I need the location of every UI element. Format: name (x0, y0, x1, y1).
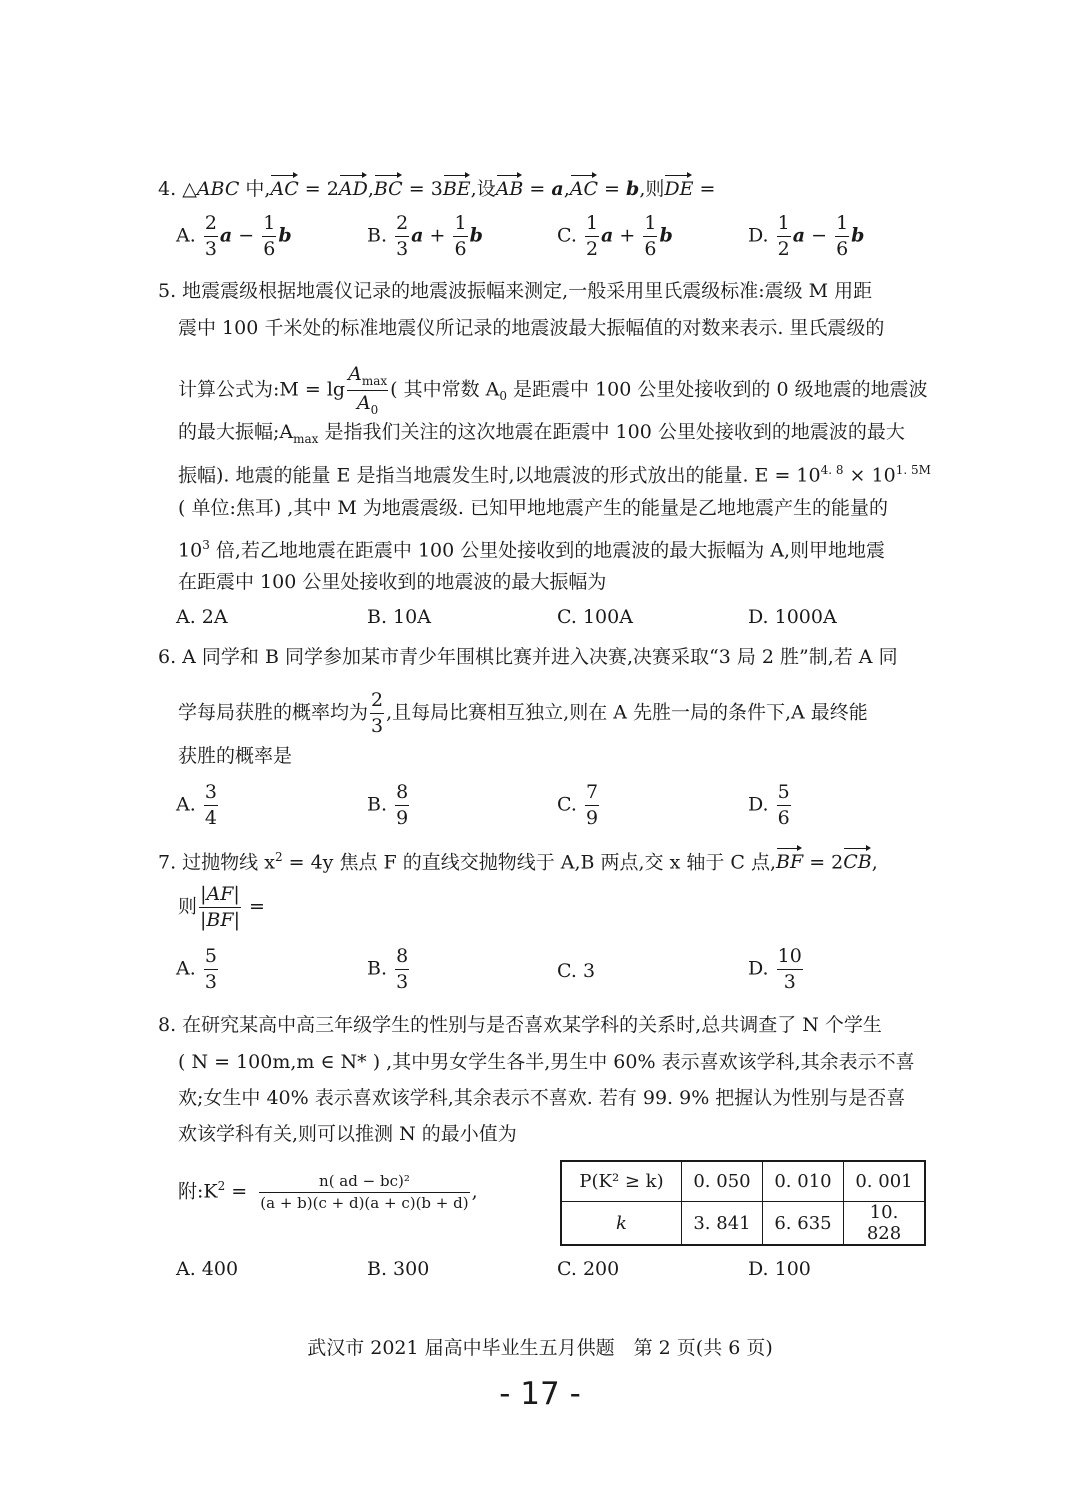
q8-formula: 附$:K^2$ = $\frac{\text{n( ad − bc)²}}{(a + b)(c + d)(a + c)(b + d)}$ , (178, 1171, 478, 1212)
q6-line-2: 学每局获胜的概率均为 $\frac{2}{3}$ ,且每局比赛相互独立,则在 A 先胜一局的条件下,A 最终能 (178, 689, 868, 737)
table-cell: k (561, 1202, 682, 1246)
q6-option-d: D. $\frac{5}{6}$ (748, 781, 790, 829)
q4-stem: 4. △ABC 中,AC = 2AD,BC = 3BE,设AB = a,AC = b,则DE = (158, 175, 715, 203)
q8-option-d: D. 100 (748, 1258, 811, 1280)
table-cell: 3. 841 (682, 1202, 763, 1246)
q4-option-d: D. $\frac{1}{2}$ a − $\frac{1}{6}$ b (748, 212, 865, 260)
q5-line-5: 振幅). 地震的能量 E 是指当地震发生时,以地震波的形式放出的能量. $E = 10^{4. 8} \times 10^{1. 5M}$ (178, 463, 931, 487)
table-row (561, 1161, 925, 1202)
q7-line-2: 则 $\frac{|AF|}{|BF|}$ = (178, 883, 265, 931)
q5-line-3: 计算公式为:M = lg $\frac{A_{max}}{A_0}$ ( 其中常数 $A_0$ 是距震中 100 公里处接收到的 0 级地震的地震波 (178, 363, 928, 417)
q8-line-2: ( N = 100m,m ∈ N* ) ,其中男女学生各半,男生中 60% 表示喜欢该学科,其余表示不喜 (178, 1051, 915, 1073)
table-cell: 10. 828 (844, 1202, 926, 1246)
q7-option-b: B. $\frac{8}{3}$ (367, 945, 409, 993)
table-row (561, 1202, 925, 1246)
q6-option-b: B. $\frac{8}{9}$ (367, 781, 409, 829)
q5-option-d: D. 1000A (748, 606, 837, 628)
q5-line-2: 震中 100 千米处的标准地震仪所记录的地震波最大振幅值的对数来表示. 里氏震级的 (178, 317, 885, 339)
table-cell: 6. 635 (763, 1202, 844, 1246)
q8-option-b: B. 300 (367, 1258, 430, 1280)
q4-option-c: C. $\frac{1}{2}$ a + $\frac{1}{6}$ b (557, 212, 673, 260)
q6-line-3: 获胜的概率是 (178, 745, 293, 767)
q7-option-c: C. 3 (557, 960, 596, 982)
q8-line-4: 欢该学科有关,则可以推测 N 的最小值为 (178, 1123, 517, 1145)
q5-line-6: ( 单位:焦耳) ,其中 M 为地震震级. 已知甲地地震产生的能量是乙地地震产生的能量的 (178, 497, 888, 519)
q6-option-a: A. $\frac{3}{4}$ (176, 781, 217, 829)
q5-line-7: $10^3$ 倍,若乙地地震在距震中 100 公里处接收到的地震波的最大振幅为 A,则甲地地震 (178, 538, 886, 562)
q8-line-1: 8. 在研究某高中高三年级学生的性别与是否喜欢某学科的关系时,总共调查了 N 个学生 (158, 1014, 882, 1036)
q5-line-1: 5. 地震震级根据地震仪记录的地震波振幅来测定,一般采用里氏震级标准:震级 M 用距 (158, 280, 873, 302)
q7-line-1: 7. 过抛物线 $x^2 = 4y$ 焦点 F 的直线交抛物线于 A,B 两点,交 x 轴于 C 点,BF = 2CB, (158, 843, 878, 876)
critical-value-table (560, 1160, 926, 1246)
q7-option-a: A. $\frac{5}{3}$ (176, 945, 217, 993)
q6-option-c: C. $\frac{7}{9}$ (557, 781, 599, 829)
page-footer: 武汉市 2021 届高中毕业生五月供题 第 2 页(共 6 页) (307, 1337, 773, 1359)
q4-option-b: B. $\frac{2}{3}$ a + $\frac{1}{6}$ b (367, 212, 483, 260)
q5-option-c: C. 100A (557, 606, 633, 628)
q5-option-a: A. 2A (176, 606, 228, 628)
table-cell: P(K² ≥ k) (561, 1161, 682, 1202)
q5-line-8: 在距震中 100 公里处接收到的地震波的最大振幅为 (178, 571, 607, 593)
page-number: - 17 - (499, 1376, 581, 1412)
q7-option-d: D. $\frac{10}{3}$ (748, 945, 802, 993)
q8-option-a: A. 400 (176, 1258, 239, 1280)
q5-line-4: 的最大振幅$;A_{max}$ 是指我们关注的这次地震在距震中 100 公里处接收到的地震波的最大 (178, 421, 905, 446)
q4-option-a: A. $\frac{2}{3}$ a − $\frac{1}{6}$ b (176, 212, 292, 260)
q5-option-b: B. 10A (367, 606, 431, 628)
q8-line-3: 欢;女生中 40% 表示喜欢该学科,其余表示不喜欢. 若有 99. 9% 把握认为性别与是否喜 (178, 1087, 906, 1109)
q8-option-c: C. 200 (557, 1258, 620, 1280)
q6-line-1: 6. A 同学和 B 同学参加某市青少年围棋比赛并进入决赛,决赛采取“3 局 2 胜”制,若 A 同 (158, 646, 898, 668)
table-cell: 0. 010 (763, 1161, 844, 1202)
table-cell: 0. 001 (844, 1161, 926, 1202)
table-cell: 0. 050 (682, 1161, 763, 1202)
